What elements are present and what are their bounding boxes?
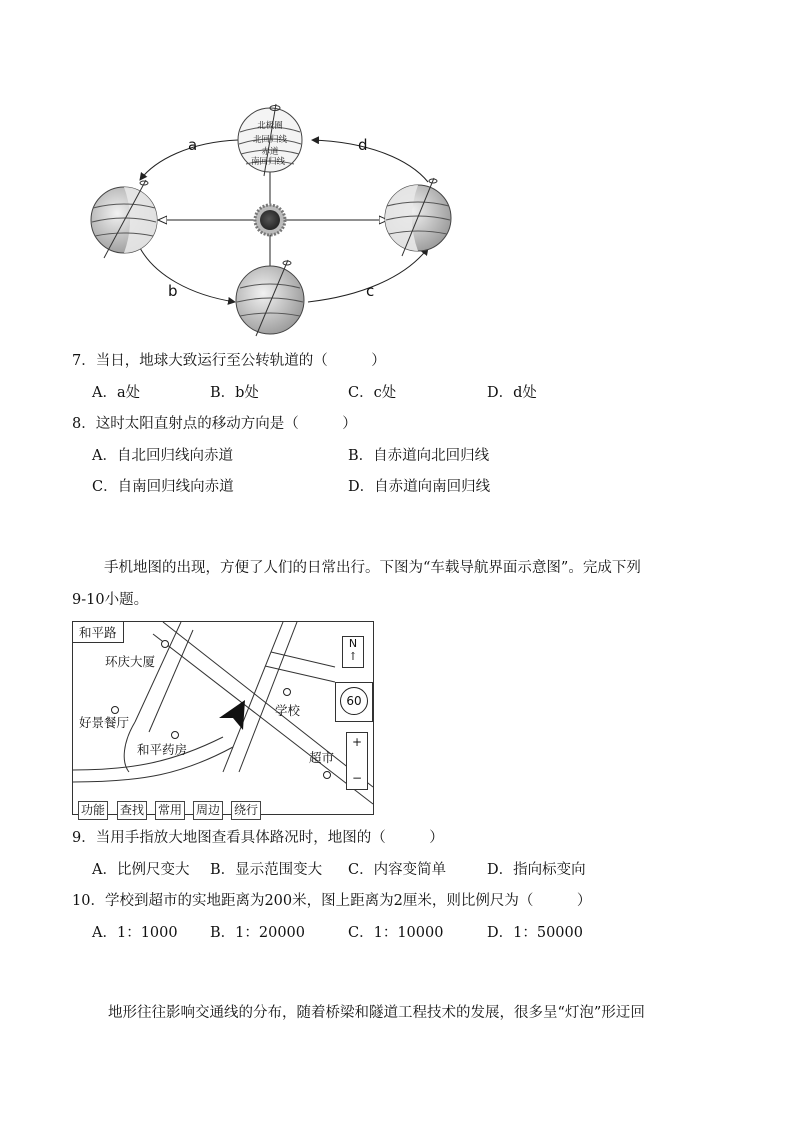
q7-option-d[interactable]: D．d处 — [487, 385, 537, 401]
intro-9-10-line1: 手机地图的出现，方便了人们的日常出行。下图为“车载导航界面示意图”。完成下列 — [104, 560, 641, 576]
place-haojing-restaurant[interactable]: 好景餐厅 — [79, 715, 130, 730]
zoom-in-button[interactable]: + — [351, 735, 363, 749]
q7-option-a[interactable]: A．a处 — [92, 385, 141, 401]
label-a: a — [188, 136, 198, 154]
earth-right — [385, 178, 451, 256]
label-tropic-cancer: 北回归线 — [252, 135, 288, 145]
label-arctic-circle: 北极圈 — [257, 121, 283, 131]
speed-limit-box — [335, 682, 373, 722]
label-equator: 赤道 — [261, 147, 279, 157]
label-d: d — [358, 136, 368, 154]
north-indicator[interactable] — [342, 636, 364, 668]
intro-next-line1: 地形往往影响交通线的分布，随着桥梁和隧道工程技术的发展，很多呈“灯泡”形迂回 — [108, 1005, 645, 1021]
q10-option-a[interactable]: A．1：1000 — [92, 925, 178, 941]
q10-option-b[interactable]: B．1：20000 — [210, 925, 306, 941]
label-b: b — [168, 282, 178, 300]
zoom-out-button[interactable]: − — [351, 771, 363, 785]
q8-option-b[interactable]: B．自赤道向北回归线 — [348, 448, 490, 464]
north-label: N — [348, 637, 358, 650]
car-navigation-map — [72, 621, 374, 815]
q10-option-d[interactable]: D．1：50000 — [487, 925, 583, 941]
speed-limit-sign — [340, 687, 368, 715]
intro-9-10-line2: 9-10小题。 — [72, 592, 149, 608]
label-c: c — [366, 282, 375, 300]
q9-option-b[interactable]: B．显示范围变大 — [210, 862, 323, 878]
earth-orbit-diagram — [80, 100, 470, 340]
question-8-stem: 8．这时太阳直射点的移动方向是（ ） — [72, 416, 357, 432]
earth-left — [91, 180, 157, 258]
map-button-favorites[interactable]: 常用 — [155, 801, 185, 820]
road-label-heping: 和平路 — [79, 625, 117, 640]
map-button-function[interactable]: 功能 — [78, 801, 108, 820]
question-10-stem: 10．学校到超市的实地距离为200米，图上距离为2厘米，则比例尺为（ ） — [72, 893, 592, 909]
place-school[interactable]: 学校 — [275, 703, 301, 718]
question-9-stem: 9．当用手指放大地图查看具体路况时，地图的（ ） — [72, 830, 444, 846]
map-button-detour[interactable]: 绕行 — [231, 801, 261, 820]
q9-option-c[interactable]: C．内容变简单 — [348, 862, 447, 878]
question-7-stem: 7．当日，地球大致运行至公转轨道的（ ） — [72, 353, 386, 369]
speed-limit-value: 60 — [346, 694, 362, 708]
map-button-search[interactable]: 查找 — [117, 801, 147, 820]
orbit-arc-d — [312, 140, 428, 182]
q10-option-c[interactable]: C．1：10000 — [348, 925, 444, 941]
north-arrow-icon: ↑ — [348, 650, 358, 663]
q9-option-a[interactable]: A．比例尺变大 — [92, 862, 190, 878]
place-supermarket[interactable]: 超市 — [309, 750, 335, 765]
road-label-box — [73, 622, 124, 643]
orbit-arc-b — [140, 248, 235, 302]
earth-bottom — [236, 260, 304, 336]
q9-option-d[interactable]: D．指向标变向 — [487, 862, 586, 878]
sun — [255, 205, 285, 235]
q8-option-a[interactable]: A．自北回归线向赤道 — [92, 448, 233, 464]
label-tropic-capricorn: 南回归线 — [250, 157, 286, 167]
q7-option-c[interactable]: C．c处 — [348, 385, 397, 401]
q8-option-c[interactable]: C．自南回归线向赤道 — [92, 479, 234, 495]
zoom-control — [346, 732, 368, 790]
earth-top — [238, 104, 302, 176]
q7-option-b[interactable]: B．b处 — [210, 385, 259, 401]
place-huanqing-tower[interactable]: 环庆大厦 — [105, 654, 156, 669]
q8-option-d[interactable]: D．自赤道向南回归线 — [348, 479, 491, 495]
place-heping-pharmacy[interactable]: 和平药房 — [137, 742, 188, 757]
map-button-nearby[interactable]: 周边 — [193, 801, 223, 820]
